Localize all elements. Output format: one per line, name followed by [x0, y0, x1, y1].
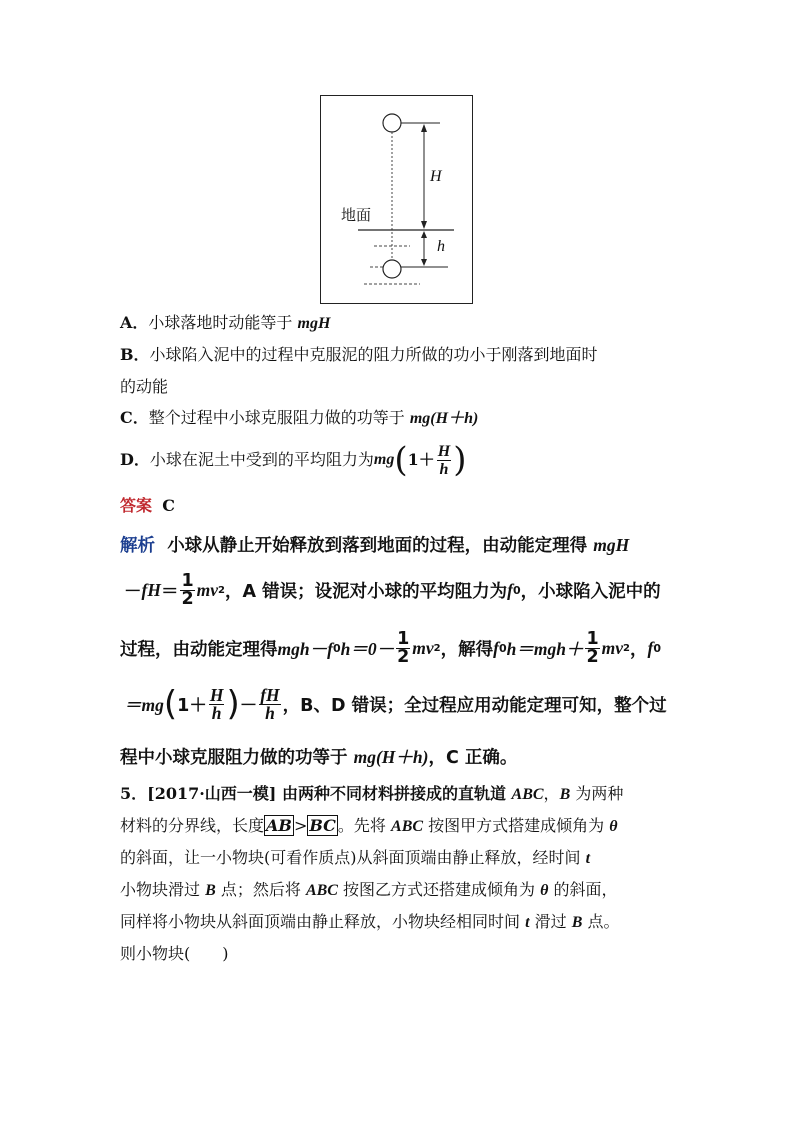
analysis-l5-text2: ，C 正确。: [428, 748, 518, 768]
analysis-l2-tail: ，小球陷入泥中的: [520, 581, 661, 602]
analysis-label: 解析: [120, 536, 155, 556]
option-d-fraction: $\frac{H}{h}$: [437, 442, 451, 478]
analysis-l5-text1: 程中小球克服阻力做的功等于: [120, 748, 354, 768]
analysis-l3-text2: ，解得: [440, 639, 494, 660]
analysis-l4-eq: ＝mg: [124, 694, 164, 715]
option-d-one: 1＋: [407, 450, 435, 469]
analysis-l5-math: mg(H＋h): [353, 747, 429, 767]
H-over-h-fraction: $\frac{H}{h}$: [209, 684, 224, 723]
answer-line: [120, 496, 175, 516]
analysis-line-5: [120, 744, 517, 769]
q5-ab-box: AB: [266, 816, 292, 835]
option-b: [120, 345, 598, 365]
q5-line-2: 材料的分界线，长度 AB > BC 。先将 ABC 按图甲方式搭建成倾角为 θ: [120, 816, 618, 835]
label-ground: 地面: [341, 206, 372, 224]
option-d-mg: mg: [373, 451, 395, 468]
label-h: h: [437, 238, 445, 255]
option-a-text: 小球落地时动能等于: [148, 313, 298, 332]
option-c-prefix: C．: [120, 408, 149, 427]
option-c-math: mg(H＋h): [409, 410, 479, 427]
option-a-prefix: A．: [120, 313, 149, 332]
option-d-text: 小球在泥土中受到的平均阻力为: [149, 450, 374, 469]
q5-line-3: 的斜面，让一小物块(可看作质点)从斜面顶端由静止释放，经时间 t: [120, 848, 591, 867]
analysis-line-3: 过程，由动能定理得 mgh－f 0 h＝0－ $\frac{1}{2}$ mv 2 ，解得 f 0 h＝mgh＋ $\frac{1}{2}$ mv 2 ， f 0: [120, 628, 661, 667]
analysis-fH: fH: [141, 579, 161, 600]
analysis-line-1: [120, 532, 629, 557]
analysis-l1-text: 小球从静止开始释放到落到地面的过程，由动能定理得: [167, 536, 594, 556]
half-fraction-2: $\frac{1}{2}$: [397, 628, 410, 667]
option-d-prefix: D．: [120, 450, 150, 469]
ball-top: [383, 114, 401, 132]
option-b-prefix: B．: [120, 345, 150, 364]
option-a: [120, 313, 330, 334]
option-c: [120, 408, 478, 429]
q5-l1-text: 5．[2017·山西一模] 由两种不同材料拼接成的直轨道: [120, 784, 512, 803]
q5-bc-box: BC: [309, 816, 336, 835]
q5-line-5: 同样将小物块从斜面顶端由静止释放，小物块经相同时间 t 滑过 B 点。: [120, 912, 620, 931]
option-d: D． 小球在泥土中受到的平均阻力为 mg ( 1＋ $\frac{H}{h}$ ): [120, 440, 467, 480]
half-fraction-1: $\frac{1}{2}$: [181, 570, 194, 609]
answer-label: 答案: [120, 496, 153, 515]
ball-bottom: [383, 260, 401, 278]
analysis-l3-text1: 过程，由动能定理得: [120, 639, 278, 660]
analysis-l1-math: mgH: [593, 535, 630, 555]
analysis-line-4: ＝mg ( 1＋ $\frac{H}{h}$ ) － $\frac{fH}{h}$ ，B、D 错误；全过程应用动能定理可知，整个过: [124, 684, 667, 724]
analysis-l4-text: ，B、D 错误；全过程应用动能定理可知，整个过: [282, 695, 667, 716]
option-b-line2: 的动能: [120, 377, 169, 396]
answer-value: C: [162, 496, 175, 515]
fH-over-h-fraction: $\frac{fH}{h}$: [260, 684, 280, 723]
half-fraction-3: $\frac{1}{2}$: [586, 628, 599, 667]
option-b-line1: 小球陷入泥中的过程中克服泥的阻力所做的功小于刚落到地面时: [149, 345, 598, 364]
option-c-text: 整个过程中小球克服阻力做的功等于: [148, 408, 410, 427]
q5-line-4: 小物块滑过 B 点；然后将 ABC 按图乙方式还搭建成倾角为 θ 的斜面，: [120, 880, 618, 899]
falling-ball-diagram: [320, 95, 474, 305]
option-a-math: mgH: [297, 315, 331, 332]
analysis-line-2: － fH ＝ $\frac{1}{2}$ mv 2 ，A 错误；设泥对小球的平均阻力为 f 0 ，小球陷入泥中的: [124, 570, 661, 609]
label-H: H: [430, 168, 442, 185]
analysis-l2-text: ，A 错误；设泥对小球的平均阻力为: [225, 581, 508, 602]
q5-line-6: 则小物块( ): [120, 944, 229, 963]
q5-line-1: 5．[2017·山西一模] 由两种不同材料拼接成的直轨道 ABC，B 为两种: [120, 784, 624, 803]
